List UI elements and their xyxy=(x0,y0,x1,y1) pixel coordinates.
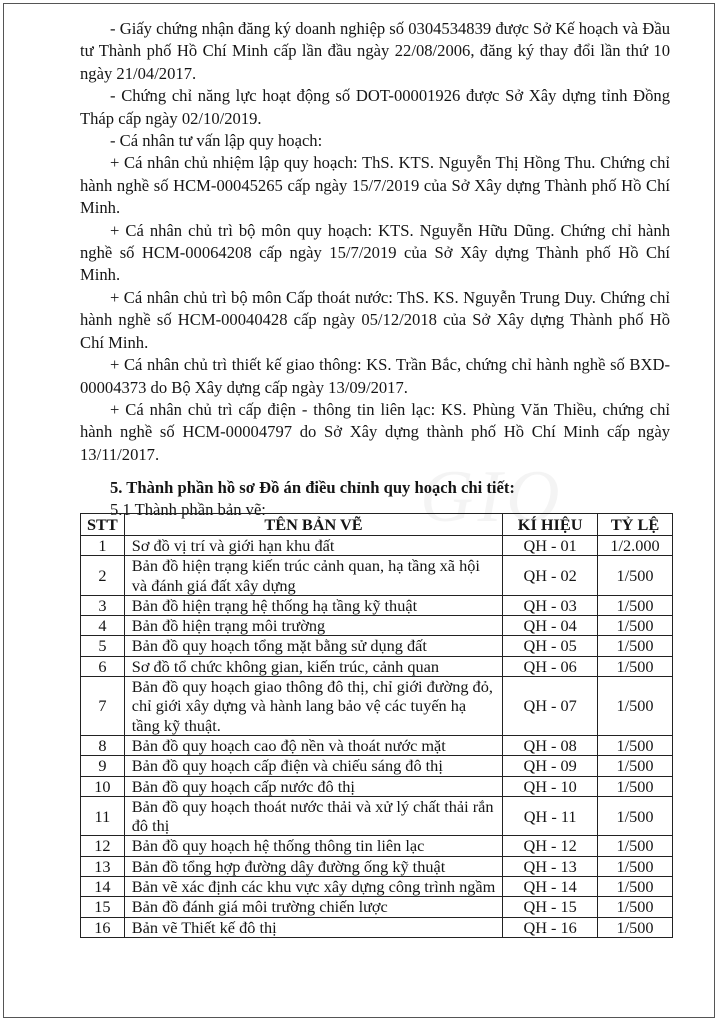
header-code: KÍ HIỆU xyxy=(503,514,598,536)
cell-scale: 1/500 xyxy=(598,616,673,636)
cell-code: QH - 07 xyxy=(503,677,598,736)
cell-name: Bản đồ quy hoạch hệ thống thông tin liên lạc xyxy=(124,836,502,856)
cell-name: Bản đồ hiện trạng kiến trúc cảnh quan, hạ tầng xã hội và đánh giá đất xây dựng xyxy=(124,556,502,596)
cell-stt: 5 xyxy=(81,636,125,656)
cell-name: Bản đồ đánh giá môi trường chiến lược xyxy=(124,897,502,917)
cell-stt: 13 xyxy=(81,856,125,876)
cell-name: Sơ đồ vị trí và giới hạn khu đất xyxy=(124,536,502,556)
paragraph-consultant-water: + Cá nhân chủ trì bộ môn Cấp thoát nước: ThS. KS. Nguyễn Trung Duy. Chứng chỉ hành nghề số HCM-00040428 cấp ngày 05/12/2018 của Sở Xây dựng Thành phố Hồ Chí Minh. xyxy=(80,287,670,352)
paragraph-consultant-lead: + Cá nhân chủ nhiệm lập quy hoạch: ThS. KTS. Nguyễn Thị Hồng Thu. Chứng chỉ hành nghề số HCM-00045265 cấp ngày 15/7/2019 của Sở Xây dựng Thành phố Hồ Chí Minh. xyxy=(80,153,670,218)
cell-stt: 11 xyxy=(81,796,125,836)
cell-stt: 7 xyxy=(81,677,125,736)
table-row xyxy=(81,616,673,636)
cell-stt: 16 xyxy=(81,917,125,937)
header-name: TÊN BẢN VẼ xyxy=(124,514,502,536)
cell-stt: 2 xyxy=(81,556,125,596)
cell-scale: 1/500 xyxy=(598,656,673,676)
cell-code: QH - 12 xyxy=(503,836,598,856)
header-stt: STT xyxy=(81,514,125,536)
cell-code: QH - 04 xyxy=(503,616,598,636)
cell-code: QH - 13 xyxy=(503,856,598,876)
cell-name: Bản đồ tổng hợp đường dây đường ống kỹ thuật xyxy=(124,856,502,876)
table-header-row xyxy=(81,514,673,536)
section-heading: 5. Thành phần hồ sơ Đồ án điều chỉnh quy hoạch chi tiết: xyxy=(110,478,515,498)
cell-name: Bản vẽ xác định các khu vực xây dựng công trình ngầm xyxy=(124,877,502,897)
table-row xyxy=(81,636,673,656)
document-body xyxy=(80,18,670,519)
cell-scale: 1/500 xyxy=(598,677,673,736)
paragraph-consultant-planning: + Cá nhân chủ trì bộ môn quy hoạch: KTS. Nguyễn Hữu Dũng. Chứng chỉ hành nghề số HCM-00064208 cấp ngày 15/7/2019 của Sở Xây dựng Thành phố Hồ Chí Minh. xyxy=(80,220,670,285)
cell-code: QH - 14 xyxy=(503,877,598,897)
cell-name: Bản đồ quy hoạch giao thông đô thị, chỉ giới đường đỏ, chỉ giới xây dựng và hành lang bảo vệ các tuyến hạ tầng kỹ thuật. xyxy=(124,677,502,736)
cell-name: Bản đồ quy hoạch tổng mặt bằng sử dụng đất xyxy=(124,636,502,656)
cell-code: QH - 01 xyxy=(503,536,598,556)
cell-stt: 6 xyxy=(81,656,125,676)
cell-code: QH - 15 xyxy=(503,897,598,917)
cell-code: QH - 09 xyxy=(503,756,598,776)
cell-scale: 1/500 xyxy=(598,836,673,856)
table-row xyxy=(81,756,673,776)
table-row xyxy=(81,735,673,755)
cell-code: QH - 05 xyxy=(503,636,598,656)
cell-scale: 1/500 xyxy=(598,856,673,876)
cell-name: Bản đồ hiện trạng hệ thống hạ tầng kỹ thuật xyxy=(124,595,502,615)
cell-stt: 9 xyxy=(81,756,125,776)
cell-code: QH - 16 xyxy=(503,917,598,937)
cell-code: QH - 11 xyxy=(503,796,598,836)
cell-name: Sơ đồ tổ chức không gian, kiến trúc, cảnh quan xyxy=(124,656,502,676)
cell-stt: 3 xyxy=(81,595,125,615)
cell-scale: 1/500 xyxy=(598,796,673,836)
cell-code: QH - 08 xyxy=(503,735,598,755)
paragraph-consultants-intro: - Cá nhân tư vấn lập quy hoạch: xyxy=(110,131,323,151)
paragraph-consultant-electric: + Cá nhân chủ trì cấp điện - thông tin liên lạc: KS. Phùng Văn Thiều, chứng chỉ hành nghề số HCM-00004797 do Sở Xây dựng thành phố Hồ Chí Minh cấp ngày 13/11/2017. xyxy=(80,399,670,464)
table-row xyxy=(81,595,673,615)
cell-stt: 4 xyxy=(81,616,125,636)
cell-scale: 1/500 xyxy=(598,735,673,755)
cell-code: QH - 06 xyxy=(503,656,598,676)
cell-code: QH - 02 xyxy=(503,556,598,596)
table-row xyxy=(81,796,673,836)
table-row xyxy=(81,917,673,937)
cell-name: Bản đồ quy hoạch cấp điện và chiếu sáng đô thị xyxy=(124,756,502,776)
table-row xyxy=(81,677,673,736)
table-row xyxy=(81,776,673,796)
cell-name: Bản đồ quy hoạch cấp nước đô thị xyxy=(124,776,502,796)
cell-scale: 1/500 xyxy=(598,877,673,897)
paragraph-consultant-traffic: + Cá nhân chủ trì thiết kế giao thông: KS. Trần Bắc, chứng chỉ hành nghề số BXD-00004373 do Bộ Xây dựng cấp ngày 13/09/2017. xyxy=(80,355,670,397)
cell-stt: 8 xyxy=(81,735,125,755)
cell-scale: 1/500 xyxy=(598,917,673,937)
table-row xyxy=(81,536,673,556)
cell-code: QH - 03 xyxy=(503,595,598,615)
cell-name: Bản đồ quy hoạch cao độ nền và thoát nước mặt xyxy=(124,735,502,755)
cell-scale: 1/500 xyxy=(598,636,673,656)
cell-scale: 1/500 xyxy=(598,756,673,776)
paragraph-capacity-certificate: - Chứng chỉ năng lực hoạt động số DOT-00001926 được Sở Xây dựng tỉnh Đồng Tháp cấp ngày 02/10/2019. xyxy=(80,86,670,128)
cell-scale: 1/500 xyxy=(598,556,673,596)
drawings-table xyxy=(80,513,673,938)
cell-scale: 1/500 xyxy=(598,776,673,796)
cell-stt: 14 xyxy=(81,877,125,897)
cell-name: Bản đồ hiện trạng môi trường xyxy=(124,616,502,636)
table-body xyxy=(81,536,673,938)
table-row xyxy=(81,836,673,856)
cell-scale: 1/500 xyxy=(598,595,673,615)
table-row xyxy=(81,877,673,897)
cell-stt: 15 xyxy=(81,897,125,917)
cell-scale: 1/2.000 xyxy=(598,536,673,556)
header-scale: TỶ LỆ xyxy=(598,514,673,536)
cell-name: Bản đồ quy hoạch thoát nước thải và xử lý chất thải rắn đô thị xyxy=(124,796,502,836)
table-row xyxy=(81,856,673,876)
cell-code: QH - 10 xyxy=(503,776,598,796)
paragraph-business-license: - Giấy chứng nhận đăng ký doanh nghiệp số 0304534839 được Sở Kế hoạch và Đầu tư Thành phố Hồ Chí Minh cấp lần đầu ngày 22/08/2006, đăng ký thay đổi lần thứ 10 ngày 21/04/2017. xyxy=(80,19,670,83)
table-row xyxy=(81,556,673,596)
cell-scale: 1/500 xyxy=(598,897,673,917)
subsection-heading: 5.1 Thành phần bản vẽ: xyxy=(110,499,266,519)
cell-name: Bản vẽ Thiết kế đô thị xyxy=(124,917,502,937)
cell-stt: 10 xyxy=(81,776,125,796)
table-row xyxy=(81,656,673,676)
cell-stt: 1 xyxy=(81,536,125,556)
table-row xyxy=(81,897,673,917)
cell-stt: 12 xyxy=(81,836,125,856)
